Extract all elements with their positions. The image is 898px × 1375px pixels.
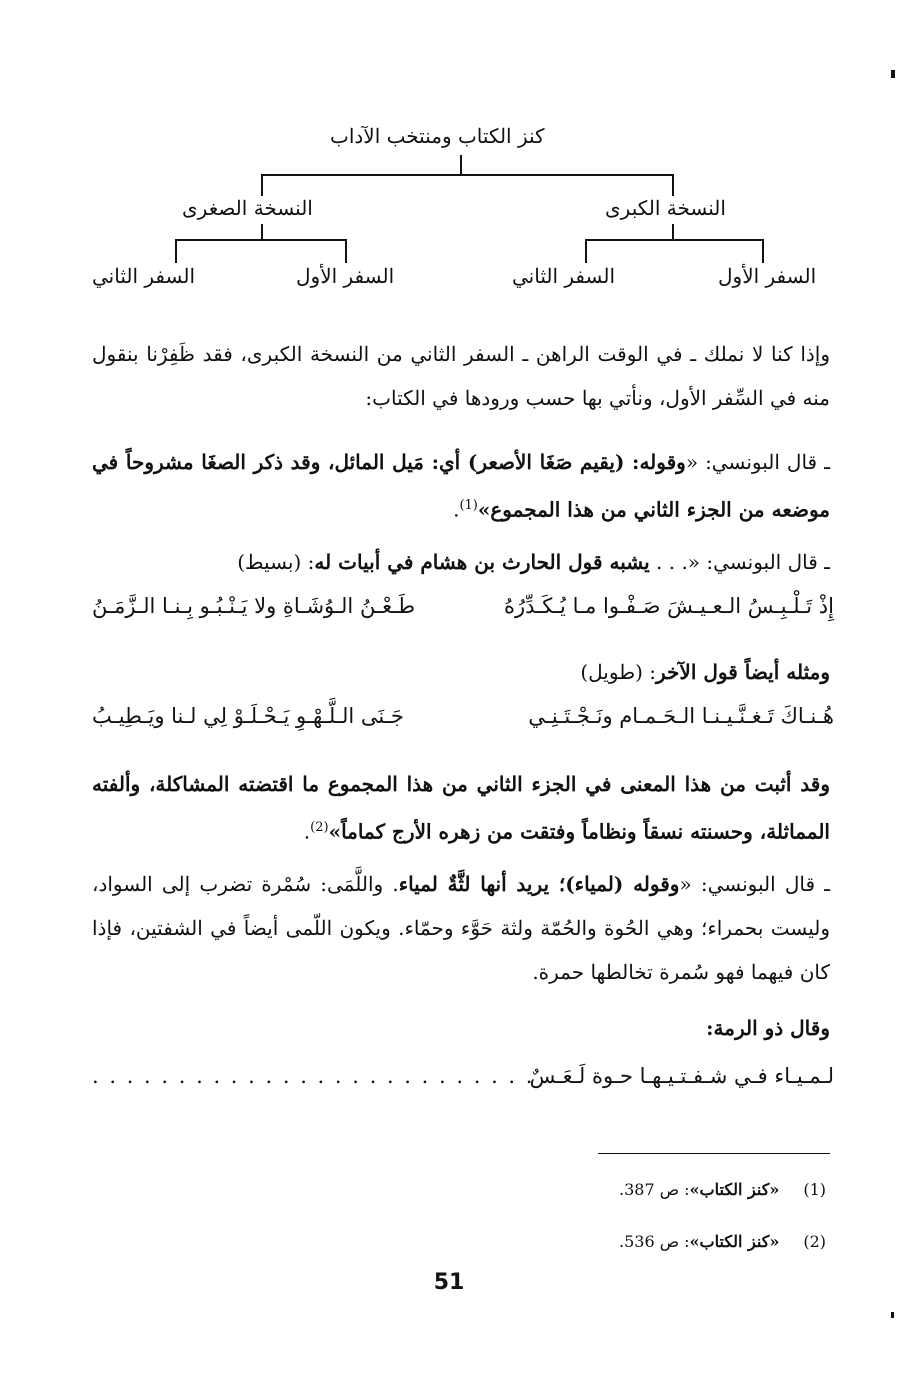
other-verse-bold: ومثله أيضاً قول الآخر [656, 660, 830, 684]
tree-branch-major: النسخة الكبرى [605, 196, 726, 220]
quote-1-end: . [453, 497, 460, 522]
footnote-2-source: «كنز الكتاب» [689, 1232, 780, 1251]
footnote-separator [598, 1153, 830, 1154]
quote-3-close: » [328, 819, 342, 844]
footnote-1 [619, 1180, 826, 1199]
footnote-ref-1: (1) [459, 498, 478, 513]
tree-major-vol2: السفر الثاني [512, 264, 616, 288]
paragraph-quote-2 [92, 540, 830, 584]
paragraph-quote-4 [92, 862, 830, 994]
tree-major-vol1-drop [762, 239, 764, 263]
tree-minor-vol2-drop [175, 239, 177, 263]
verse-1-second-hemistich: طَـعْـنُ الـوُشَـاةِ ولا يَـنْـبُـو بِـنـا الـزَّمَـنُ [92, 594, 416, 618]
quote-1-bold: وقوله: (يقيم صَغَا الأصعر) أي: مَيل المائل، وقد ذكر الصغَا مشروحاً في موضعه من الجزء الثاني من هذا المجموع [92, 450, 830, 522]
tree-root-stem [460, 155, 462, 175]
quote-2-meter: : (بسيط) [237, 550, 315, 574]
footnote-ref-2: (2) [310, 820, 329, 835]
tree-minor-drop [261, 174, 263, 196]
footnote-1-ref: : ص 387. [619, 1180, 690, 1199]
footnote-1-number: (1) [803, 1180, 826, 1199]
paragraph-quote-3 [92, 762, 830, 854]
footnote-2 [619, 1232, 826, 1251]
tree-major-bar [585, 239, 764, 241]
tree-branch-minor: النسخة الصغرى [182, 196, 313, 220]
page-number: 51 [433, 1270, 465, 1295]
quote-1-lead: ـ قال البونسي: « [685, 450, 831, 474]
tree-root-label: كنز الكتاب ومنتخب الآداب [330, 124, 545, 148]
tree-major-drop [672, 174, 674, 196]
footnote-1-source: «كنز الكتاب» [689, 1180, 780, 1199]
quote-2-bold: يشبه قول الحارث بن هشام في أبيات له [314, 550, 650, 574]
paragraph-quote-1 [92, 440, 830, 532]
footnote-2-ref: : ص 536. [619, 1232, 690, 1251]
verse-1-first-hemistich: إِذْ تَـلْـبِـسُ الـعـيـشَ صَـفْـوا مـا يُـكَـدِّرُهُ [503, 594, 834, 618]
tree-major-vol2-drop [585, 239, 587, 263]
verse-3-first-hemistich: لـمـيـاء فـي شـفـتـيـهـا حـوة لَـعَـسٌ [529, 1064, 834, 1088]
other-verse-meter: : (طويل) [580, 660, 657, 684]
quote-3-bold: وقد أثبت من هذا المعنى في الجزء الثاني من هذا المجموع ما اقتضته المشاكلة، وألفته المماثلة، وحسنته نسقاً ونظاماً وفتقت من زهره الأرج كماماً [92, 772, 830, 844]
quote-4-lead: ـ قال البونسي: « [679, 872, 831, 896]
tree-level1-bar [261, 174, 674, 176]
quote-4-rest: . واللَّمَى: سُمْرة تضرب إلى السواد، وليست بحمراء؛ وهي الحُوة والحُمّة ولثة حَوَّء وحمّاء. ويكون اللّمى أيضاً في الشفتين، فإذا كان فيهما فهو سُمرة تخالطها حمرة. [92, 872, 830, 984]
quote-3-end: . [303, 819, 311, 844]
quote-1-close: » [477, 497, 491, 522]
paragraph-dhu-al-rumma: وقال ذو الرمة: [706, 1016, 830, 1040]
verse-2-second-hemistich: جَـنَى الـلَّـهْـوِ يَـحْـلَـوْ لِي لـنا ويَـطِيـبُ [92, 704, 404, 728]
verse-2-first-hemistich: هُـنـاكَ تَـغـنَّـيـنـا الـحَـمـام ونَـجْـتَـنِـي [528, 704, 834, 728]
tree-minor-vol1-drop [345, 239, 347, 263]
scan-mark-bottom [891, 1312, 894, 1318]
paragraph-other-verse [92, 650, 830, 694]
tree-major-stem [672, 224, 674, 240]
verse-3-ellipsis: . . . . . . . . . . . . . . . . . . . . . . . . . . [92, 1064, 535, 1088]
quote-2-lead: ـ قال البونسي: «. . . [649, 550, 830, 574]
tree-major-vol1: السفر الأول [718, 264, 817, 288]
footnote-2-number: (2) [803, 1232, 826, 1251]
scan-mark-top [891, 70, 895, 78]
tree-minor-vol2: السفر الثاني [92, 264, 196, 288]
tree-minor-stem [261, 224, 263, 240]
tree-minor-vol1: السفر الأول [296, 264, 395, 288]
quote-4-bold: وقوله (لمياء)؛ يريد أنها لثَّةٌ لمياء [398, 872, 680, 896]
tree-minor-bar [175, 239, 347, 241]
paragraph-intro: وإذا كنا لا نملك ـ في الوقت الراهن ـ السفر الثاني من النسخة الكبرى، فقد ظَفِرْنا بنقول منه في السِّفر الأول، ونأتي بها حسب ورودها في الكتاب: [92, 342, 830, 410]
